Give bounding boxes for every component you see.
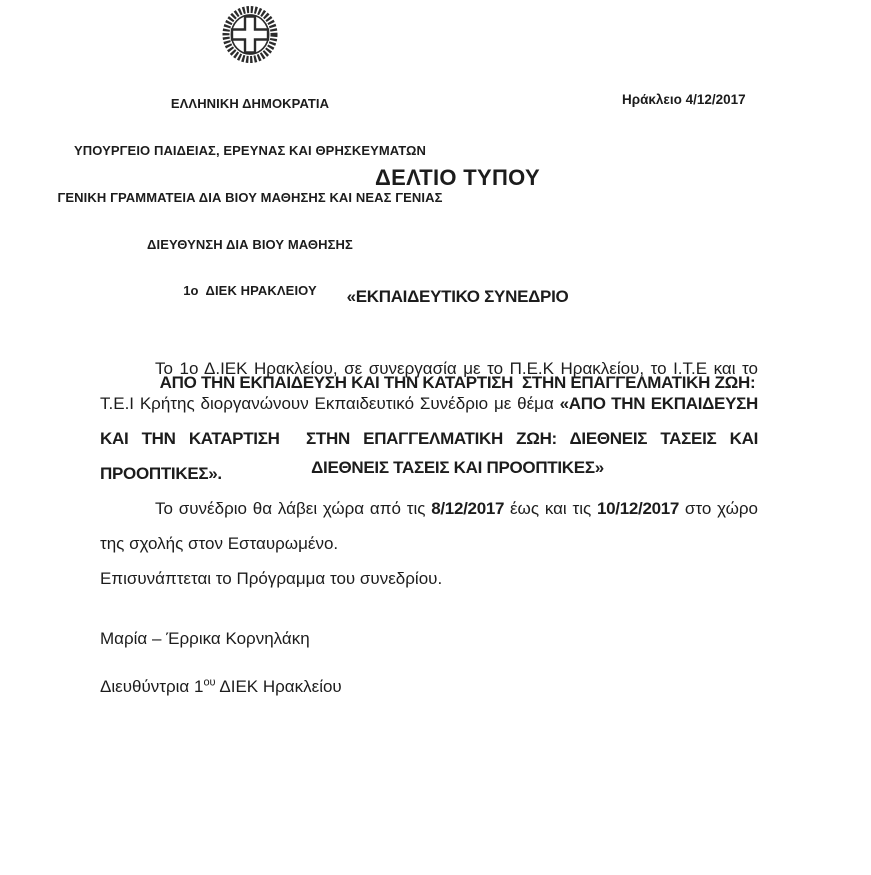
paragraph-organizers	[100, 351, 763, 491]
signature-role-ordinal: ου	[203, 676, 216, 689]
paragraph-attachment: Επισυνάπτεται το Πρόγραμμα του συνεδρίου.	[100, 569, 443, 588]
letterhead-line-secretariat: ΓΕΝΙΚΗ ΓΡΑΜΜΑΤΕΙΑ ΔΙΑ ΒΙΟΥ ΜΑΘΗΣΗΣ ΚΑΙ ΝΕΑΣ ΓΕΝΙΑΣ	[57, 189, 443, 205]
dateline: Ηράκλειο 4/12/2017	[622, 92, 746, 107]
signature-block	[100, 628, 342, 697]
document-body	[100, 351, 763, 596]
subtitle-line-3: ΔΙΕΘΝΕΙΣ ΤΑΣΕΙΣ ΚΑΙ ΠΡΟΟΠΤΙΚΕΣ»	[311, 458, 604, 477]
letterhead-line-republic: ΕΛΛΗΝΙΚΗ ΔΗΜΟΚΡΑΤΙΑ	[170, 96, 330, 112]
page-title: ΔΕΛΤΙΟ ΤΥΠΟΥ	[375, 165, 540, 190]
letterhead-line-directorate: ΔΙΕΥΘΥΝΣΗ ΔΙΑ ΒΙΟΥ ΜΑΘΗΣΗΣ	[147, 236, 353, 252]
subtitle-line-1: «ΕΚΠΑΙΔΕΥΤΙΚΟ ΣΥΝΕΔΡΙΟ	[346, 287, 569, 306]
signature-name: Μαρία – Έρρικα Κορνηλάκη	[100, 629, 310, 648]
letterhead-line-ministry: ΥΠΟΥΡΓΕΙΟ ΠΑΙΔΕΙΑΣ, ΕΡΕΥΝΑΣ ΚΑΙ ΘΡΗΣΚΕΥΜΑΤΩΝ	[73, 142, 427, 158]
signature-role	[100, 676, 342, 697]
paragraph-dates-end-date: 10/12/2017	[597, 499, 680, 518]
paragraph-organizers-theme-bold: «ΑΠΟ ΤΗΝ ΕΚΠΑΙΔΕΥΣΗ ΚΑΙ ΤΗΝ ΚΑΤΑΡΤΙΣΗ ΣΤΗΝ ΕΠΑΓΓΕΛΜΑΤΙΚΗ ΖΩΗ: ΔΙΕΘΝΕΙΣ ΤΑΣΕΙΣ ΚΑΙ ΠΡΟΟΠΤΙΚΕΣ».	[100, 394, 763, 483]
paragraph-organizers-text: Το 1ο Δ.ΙΕΚ Ηρακλείου, σε συνεργασία με το Π.Ε.Κ Ηρακλείου, το Ι.Τ.Ε και το Τ.Ε.Ι Κρήτης διοργανώνουν Εκπαιδευτικό Συνέδριο με θέμα	[100, 359, 763, 413]
paragraph-dates-start-date: 8/12/2017	[431, 499, 505, 518]
letterhead-line-institute: 1ο ΔΙΕΚ ΗΡΑΚΛΕΙΟΥ	[183, 283, 317, 299]
subtitle-line-2: ΑΠΟ ΤΗΝ ΕΚΠΑΙΔΕΥΣΗ ΚΑΙ ΤΗΝ ΚΑΤΑΡΤΙΣΗ ΣΤΗΝ ΕΠΑΓΓΕΛΜΑΤΙΚΗ ΖΩΗ:	[159, 372, 756, 392]
signature-role-suffix: ΔΙΕΚ Ηρακλείου	[215, 677, 342, 696]
paragraph-dates-text-3: στο χώρο της σχολής στον Εσταυρωμένο.	[100, 499, 763, 553]
paragraph-dates-text-2: έως και τις	[504, 499, 597, 518]
signature-role-prefix: Διευθύντρια 1	[100, 677, 204, 696]
paragraph-dates-text-1: Το συνέδριο θα λάβει χώρα από τις	[155, 499, 432, 518]
paragraph-dates	[100, 491, 763, 561]
greek-coat-of-arms-icon	[28, 6, 472, 64]
